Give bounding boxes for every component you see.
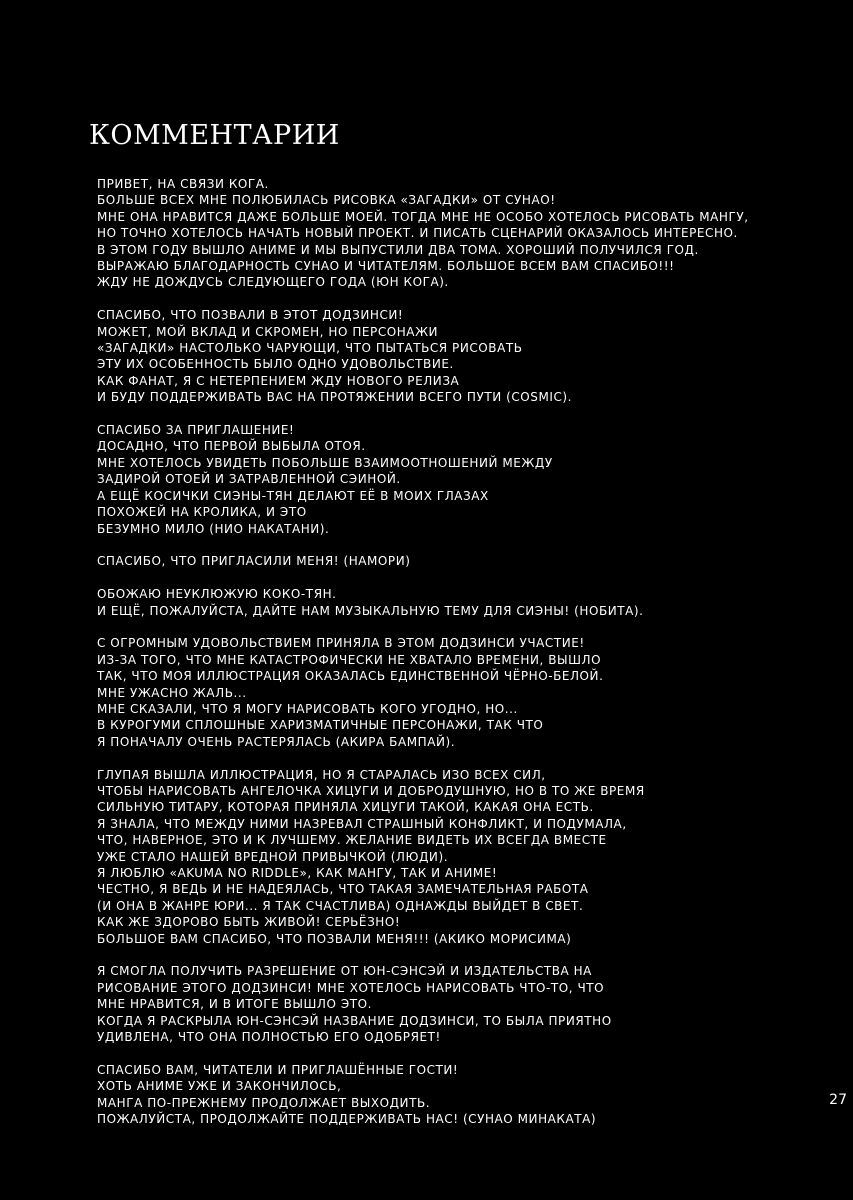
- comment-line: МОЖЕТ, МОЙ ВКЛАД И СКРОМЕН, НО ПЕРСОНАЖИ: [97, 324, 439, 339]
- comment-line: УДИВЛЕНА, ЧТО ОНА ПОЛНОСТЬЮ ЕГО ОДОБРЯЕТ!: [97, 1030, 441, 1045]
- comment-line: ИЗ-ЗА ТОГО, ЧТО МНЕ КАТАСТРОФИЧЕСКИ НЕ ХВАТАЛО ВРЕМЕНИ, ВЫШЛО: [97, 652, 602, 667]
- comment-line: МАНГА ПО-ПРЕЖНЕМУ ПРОДОЛЖАЕТ ВЫХОДИТЬ.: [97, 1095, 431, 1110]
- comment-line: ПОЖАЛУЙСТА, ПРОДОЛЖАЙТЕ ПОДДЕРЖИВАТЬ НАС! (СУНАО МИНАКАТА): [97, 1112, 597, 1127]
- comment-line: ХОТЬ АНИМЕ УЖЕ И ЗАКОНЧИЛОСЬ,: [97, 1079, 342, 1094]
- comment-line: В ЭТОМ ГОДУ ВЫШЛО АНИМЕ И МЫ ВЫПУСТИЛИ ДВА ТОМА. ХОРОШИЙ ПОЛУЧИЛСЯ ГОД.: [97, 242, 699, 257]
- comment-line: (И ОНА В ЖАНРЕ ЮРИ... Я ТАК СЧАСТЛИВА) ОДНАЖДЫ ВЫЙДЕТ В СВЕТ.: [97, 898, 584, 913]
- comment-line: БЕЗУМНО МИЛО (НИО НАКАТАНИ).: [97, 521, 330, 536]
- comment-line: КАК ЖЕ ЗДОРОВО БЫТЬ ЖИВОЙ! СЕРЬЁЗНО!: [97, 915, 401, 930]
- comment-line: НО ТОЧНО ХОТЕЛОСЬ НАЧАТЬ НОВЫЙ ПРОЕКТ. И ПИСАТЬ СЦЕНАРИЙ ОКАЗАЛОСЬ ИНТЕРЕСНО.: [97, 226, 738, 241]
- comment-line: ПРИВЕТ, НА СВЯЗИ КОГА.: [97, 177, 269, 191]
- comment-line: ОБОЖАЮ НЕУКЛЮЖУЮ КОКО-ТЯН.: [97, 587, 337, 602]
- comment-line: ПОХОЖЕЙ НА КРОЛИКА, И ЭТО: [97, 505, 307, 520]
- page-number: 27: [829, 1092, 847, 1108]
- comment-paragraph: [97, 963, 797, 1045]
- comment-line: ДОСАДНО, ЧТО ПЕРВОЙ ВЫБЫЛА ОТОЯ.: [97, 439, 366, 454]
- comment-line: ЭТУ ИХ ОСОБЕННОСТЬ БЫЛО ОДНО УДОВОЛЬСТВИЕ.: [97, 357, 454, 372]
- comment-paragraph: [97, 176, 797, 291]
- comment-paragraph: [97, 635, 797, 750]
- comment-line: МНЕ ХОТЕЛОСЬ УВИДЕТЬ ПОБОЛЬШЕ ВЗАИМООТНОШЕНИЙ МЕЖДУ: [97, 455, 553, 470]
- page-title: КОММЕНТАРИИ: [89, 120, 340, 151]
- comment-line: Я СМОГЛА ПОЛУЧИТЬ РАЗРЕШЕНИЕ ОТ ЮН-СЭНСЭЙ И ИЗДАТЕЛЬСТВА НА: [97, 964, 592, 979]
- comment-line: ЧЕСТНО, Я ВЕДЬ И НЕ НАДЕЯЛАСЬ, ЧТО ТАКАЯ ЗАМЕЧАТЕЛЬНАЯ РАБОТА: [97, 882, 589, 897]
- comment-paragraph: [97, 422, 797, 537]
- comment-line: МНЕ ОНА НРАВИТСЯ ДАЖЕ БОЛЬШЕ МОЕЙ. ТОГДА МНЕ НЕ ОСОБО ХОТЕЛОСЬ РИСОВАТЬ МАНГУ,: [97, 209, 749, 224]
- comment-line: Я ЛЮБЛЮ «AKUMA NO RIDDLE», КАК МАНГУ, ТАК И АНИМЕ!: [97, 865, 498, 880]
- comment-paragraph: [97, 307, 797, 405]
- comment-line: СПАСИБО ВАМ, ЧИТАТЕЛИ И ПРИГЛАШЁННЫЕ ГОСТИ!: [97, 1062, 459, 1077]
- comment-paragraph: [97, 553, 797, 569]
- comment-paragraph: [97, 586, 797, 619]
- comment-line: Я ЗНАЛА, ЧТО МЕЖДУ НИМИ НАЗРЕВАЛ СТРАШНЫЙ КОНФЛИКТ, И ПОДУМАЛА,: [97, 816, 627, 831]
- comment-line: А ЕЩЁ КОСИЧКИ СИЭНЫ-ТЯН ДЕЛАЮТ ЕЁ В МОИХ ГЛАЗАХ: [97, 488, 489, 503]
- comment-line: МНЕ УЖАСНО ЖАЛЬ...: [97, 685, 247, 700]
- comment-line: ЧТОБЫ НАРИСОВАТЬ АНГЕЛОЧКА ХИЦУГИ И ДОБРОДУШНУЮ, НО В ТО ЖЕ ВРЕМЯ: [97, 783, 645, 798]
- comment-line: В КУРОГУМИ СПЛОШНЫЕ ХАРИЗМАТИЧНЫЕ ПЕРСОНАЖИ, ТАК ЧТО: [97, 718, 544, 733]
- comment-line: БОЛЬШОЕ ВАМ СПАСИБО, ЧТО ПОЗВАЛИ МЕНЯ!!! (АКИКО МОРИСИМА): [97, 931, 572, 946]
- comment-line: СПАСИБО ЗА ПРИГЛАШЕНИЕ!: [97, 423, 295, 438]
- comment-line: С ОГРОМНЫМ УДОВОЛЬСТВИЕМ ПРИНЯЛА В ЭТОМ ДОДЗИНСИ УЧАСТИЕ!: [97, 636, 585, 651]
- comment-line: МНЕ СКАЗАЛИ, ЧТО Я МОГУ НАРИСОВАТЬ КОГО УГОДНО, НО...: [97, 701, 518, 716]
- comment-line: И БУДУ ПОДДЕРЖИВАТЬ ВАС НА ПРОТЯЖЕНИИ ВСЕГО ПУТИ (COSMIC).: [97, 390, 572, 405]
- comment-line: СИЛЬНУЮ ТИТАРУ, КОТОРАЯ ПРИНЯЛА ХИЦУГИ ТАКОЙ, КАКАЯ ОНА ЕСТЬ.: [97, 800, 594, 815]
- comment-line: ЖДУ НЕ ДОЖДУСЬ СЛЕДУЮЩЕГО ГОДА (ЮН КОГА).: [97, 275, 449, 290]
- comment-line: КАК ФАНАТ, Я С НЕТЕРПЕНИЕМ ЖДУ НОВОГО РЕЛИЗА: [97, 373, 460, 388]
- comment-line: СПАСИБО, ЧТО ПОЗВАЛИ В ЭТОТ ДОДЗИНСИ!: [97, 308, 404, 323]
- comment-line: ТАК, ЧТО МОЯ ИЛЛЮСТРАЦИЯ ОКАЗАЛАСЬ ЕДИНСТВЕННОЙ ЧЁРНО-БЕЛОЙ.: [97, 669, 604, 684]
- comment-line: Я ПОНАЧАЛУ ОЧЕНЬ РАСТЕРЯЛАСЬ (АКИРА БАМПАЙ).: [97, 734, 456, 749]
- comments-body: [97, 176, 797, 1144]
- comment-line: МНЕ НРАВИТСЯ, И В ИТОГЕ ВЫШЛО ЭТО.: [97, 997, 373, 1012]
- comment-line: БОЛЬШЕ ВСЕХ МНЕ ПОЛЮБИЛАСЬ РИСОВКА «ЗАГАДКИ» ОТ СУНАО!: [97, 193, 556, 208]
- comment-line: ГЛУПАЯ ВЫШЛА ИЛЛЮСТРАЦИЯ, НО Я СТАРАЛАСЬ ИЗО ВСЕХ СИЛ,: [97, 767, 546, 782]
- comment-line: РИСОВАНИЕ ЭТОГО ДОДЗИНСИ! МНЕ ХОТЕЛОСЬ НАРИСОВАТЬ ЧТО-ТО, ЧТО: [97, 980, 605, 995]
- comment-paragraph: [97, 767, 797, 947]
- comment-line: ЧТО, НАВЕРНОЕ, ЭТО И К ЛУЧШЕМУ. ЖЕЛАНИЕ ВИДЕТЬ ИХ ВСЕГДА ВМЕСТЕ: [97, 833, 607, 848]
- comment-line: «ЗАГАДКИ» НАСТОЛЬКО ЧАРУЮЩИ, ЧТО ПЫТАТЬСЯ РИСОВАТЬ: [97, 341, 523, 356]
- comment-line: И ЕЩЁ, ПОЖАЛУЙСТА, ДАЙТЕ НАМ МУЗЫКАЛЬНУЮ ТЕМУ ДЛЯ СИЭНЫ! (НОБИТА).: [97, 603, 644, 618]
- comment-line: ЗАДИРОЙ ОТОЕЙ И ЗАТРАВЛЕННОЙ СЭИНОЙ.: [97, 472, 401, 487]
- comment-line: ВЫРАЖАЮ БЛАГОДАРНОСТЬ СУНАО И ЧИТАТЕЛЯМ. БОЛЬШОЕ ВСЕМ ВАМ СПАСИБО!!!: [97, 259, 675, 274]
- comment-line: СПАСИБО, ЧТО ПРИГЛАСИЛИ МЕНЯ! (НАМОРИ): [97, 554, 411, 569]
- comment-line: КОГДА Я РАСКРЫЛА ЮН-СЭНСЭЙ НАЗВАНИЕ ДОДЗИНСИ, ТО БЫЛА ПРИЯТНО: [97, 1013, 612, 1028]
- comment-line: УЖЕ СТАЛО НАШЕЙ ВРЕДНОЙ ПРИВЫЧКОЙ (ЛЮДИ).: [97, 849, 449, 864]
- comment-paragraph: [97, 1062, 797, 1128]
